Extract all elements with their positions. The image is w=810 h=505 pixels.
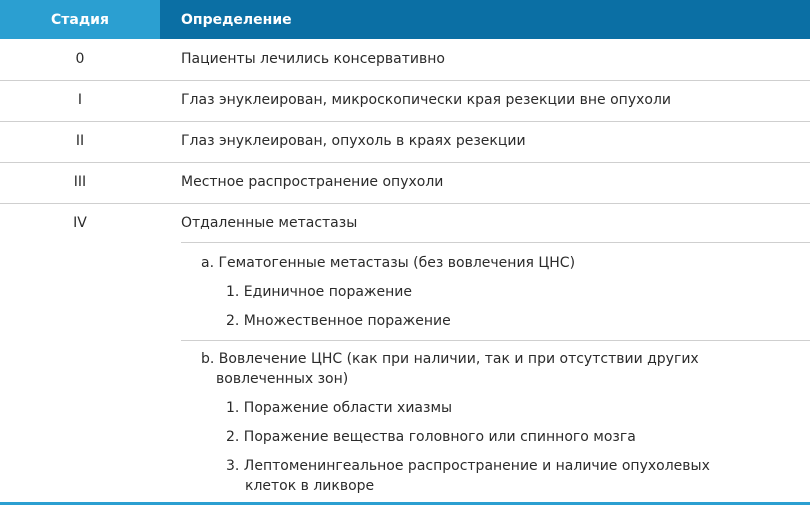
stage-cell: 0 [75, 51, 85, 67]
divider [181, 340, 810, 341]
definition-cell: Местное распространение опухоли [181, 174, 444, 190]
divider [181, 242, 810, 243]
substage-a-label: a. Гематогенные метастазы (без вовлечения ЦНС) [201, 255, 576, 271]
stage-cell: II [75, 133, 85, 149]
header-stage: Стадия [0, 0, 160, 39]
substage-a-item: 1. Единичное поражение [226, 284, 413, 300]
table-row [0, 39, 810, 81]
stage-cell: IV [73, 215, 87, 231]
table-row [0, 81, 810, 122]
definition-cell: Глаз энуклеирован, микроскопически края резекции вне опухоли [181, 92, 672, 108]
substage-b-item-cont: клеток в ликворе [245, 478, 375, 494]
table-row [0, 163, 810, 204]
table-row [0, 122, 810, 163]
stage-cell: III [73, 174, 87, 190]
substage-b-item: 2. Поражение вещества головного или спинного мозга [226, 429, 636, 445]
stage-cell: I [77, 92, 83, 108]
header-definition: Определение [160, 0, 810, 39]
substage-b-item: 1. Поражение области хиазмы [226, 400, 453, 416]
substage-b-label-cont: вовлеченных зон) [216, 371, 349, 387]
substage-b-item: 3. Лептоменингеальное распространение и наличие опухолевых [226, 458, 710, 474]
definition-cell: Отдаленные метастазы [181, 215, 358, 231]
substage-b-label: b. Вовлечение ЦНС (как при наличии, так и при отсутствии других [201, 351, 699, 367]
substage-a-item: 2. Множественное поражение [226, 313, 451, 329]
table-header [0, 0, 810, 39]
definition-cell: Пациенты лечились консервативно [181, 51, 445, 67]
definition-cell: Глаз энуклеирован, опухоль в краях резекции [181, 133, 526, 149]
